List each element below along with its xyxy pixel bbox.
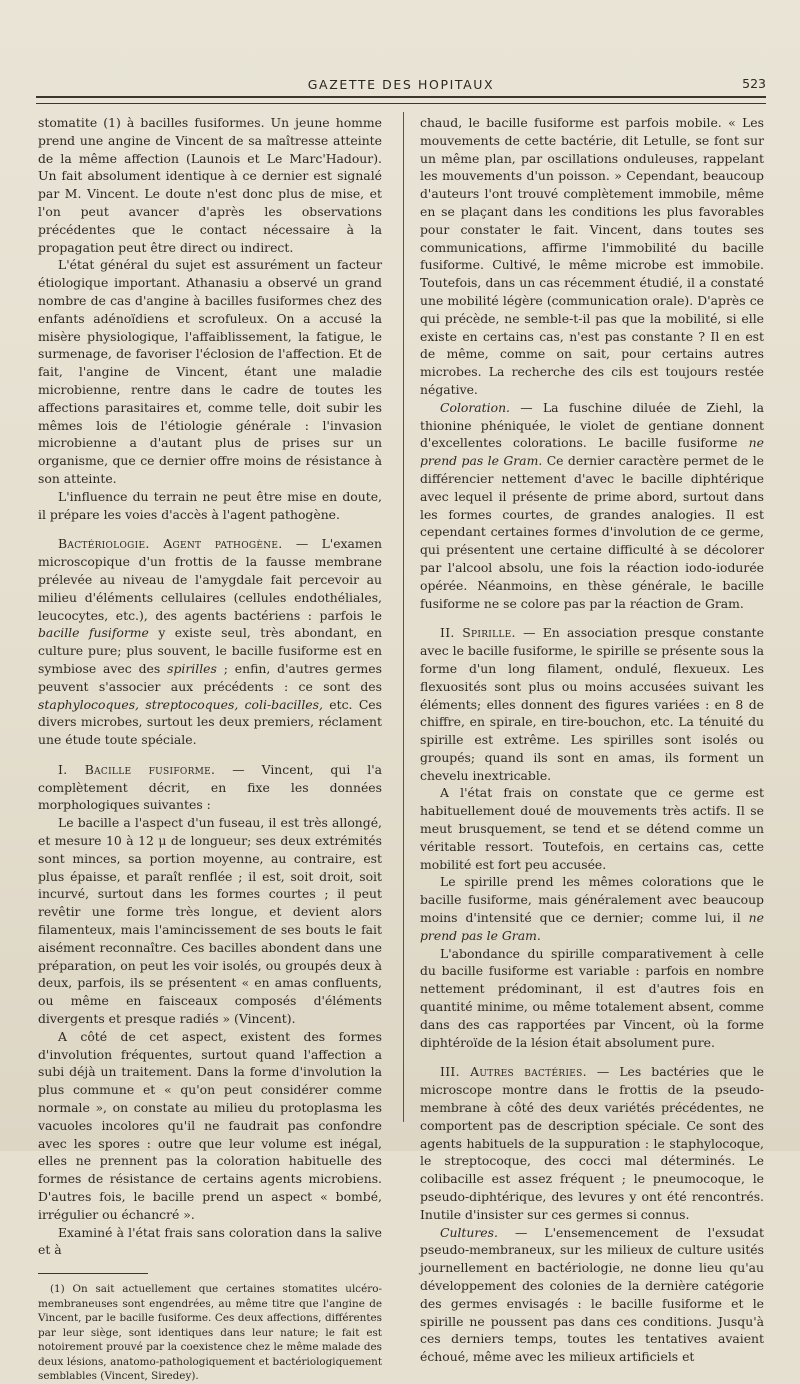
paragraph: stomatite (1) à bacilles fusiformes. Un jeune homme prend une angine de Vincent de sa maîtresse atteinte de la même affection (Launois et Le Marc'Hadour). Un fait absolument identique à ce dernier est signalé par M. Vincent. Le doute n'est donc plus de mise, et l'on peut avancer d'après les observations précédentes que le contact nécessaire à la propagation peut être direct ou indirect.	[38, 115, 382, 255]
paragraph-cultures	[420, 1224, 764, 1366]
paragraph: L'influence du terrain ne peut être mise en doute, il prépare les voies d'accès à l'agent pathogène.	[38, 488, 382, 522]
paragraph: Examiné à l'état frais sans coloration dans la salive et à	[38, 1224, 382, 1258]
section-heading: Bactériologie. Agent pathogène.	[58, 536, 283, 552]
section-heading: I. Bacille fusiforme.	[58, 761, 216, 777]
text-run: — En association presque constante avec le bacille fusiforme, le spirille se présente sous la forme d'un long filament, ondulé, flexueux. Les flexuosités sont plus ou moins accusées suivant les éléments; elles donnent des figures variées : en 8 de chiffre, en spirale, en tire-bouchon, etc. La ténuité du spirille est extrême. Les spirilles sont isolés ou groupés; quand ils sont en amas, ils forment un chevelu inextricable.	[420, 625, 764, 783]
paragraph: chaud, le bacille fusiforme est parfois mobile. « Les mouvements de cette bactérie, dit Letulle, se font sur un même plan, par oscillations onduleuses, rappelant les mouvements d'un poisson. » Cependant, beaucoup d'auteurs l'ont trouvé complètement immobile, même en se plaçant dans les conditions les plus favorables pour constater le fait. Vincent, dans toutes ses communications, affirme l'immobilité du bacille fusiforme. Cultivé, le même microbe est immobile. Toutefois, dans un cas récemment étudié, il a constaté une mobilité légère (communication orale). D'après ce qui précède, ne semble-t-il pas que la mobilité, si elle existe en certains cas, n'est pas constante ? Il en est de même, comme on sait, pour certains autres microbes. La recherche des cils est toujours restée négative.	[420, 115, 764, 397]
text-run: ; enfin, d'autres germes peuvent s'associer aux précédents : ce sont des	[38, 660, 382, 694]
paragraph: A côté de cet aspect, existent des formes d'involution fréquentes, surtout quand l'affection a subi déjà un traitement. Dans la forme d'involution la plus commune et « qu'on peut considérer comme normale », on constate au milieu du protoplasma les vacuoles incolores qu'il ne faudrait pas confondre avec les spores : outre que leur volume est inégal, elles ne prennent pas la coloration habituelle des formes de résistance de certains agents microbiens. D'autres fois, le bacille prend un aspect « bombé, irrégulier ou échancré ».	[38, 1028, 382, 1222]
text-run: — Vincent, qui l'a complètement décrit, en fixe les données morphologiques suivantes :	[38, 761, 382, 813]
footnote-text: (1) On sait actuellement que certaines stomatites ulcéro-membraneuses sont engendrées, au même titre que l'angine de Vincent, par le bacille fusiforme. Ces deux affections, différentes par leur siège, sont identiques dans leur nature; le fait est notoirement prouvé par la coexistence chez le même malade des deux lésions, anatomo-pathologiquement et bactériologiquement semblables (Vincent, Siredey).	[38, 1283, 382, 1383]
italic-run: spirilles	[167, 660, 217, 676]
text-run: — L'examen microscopique d'un frottis de la fausse membrane prélevée au niveau de l'amygdale fait percevoir au milieu d'éléments cellulaires (cellules endothéliales, leucocytes, etc.), des agents bactériens : parfois le	[38, 536, 382, 623]
paragraph: L'état général du sujet est assurément un facteur étiologique important. Athanasiu a observé un grand nombre de cas d'angine à bacilles fusiformes chez des enfants adénoïdiens et scrofuleux. On a accusé la misère physiologique, l'affaiblissement, la fatigue, le surmenage, de favoriser l'éclosion de l'affection. Et de fait, l'angine de Vincent, étant une maladie microbienne, rentre dans le cadre de toutes les affections parasitaires et, comme telle, doit subir les mêmes lois de l'étiologie générale : l'invasion microbienne a d'autant plus de prises sur un organisme, que ce dernier offre moins de résistance à son atteinte.	[38, 257, 382, 486]
text-run: Ce dernier caractère permet de le différencier nettement d'avec le bacille diphtérique avec lequel il présente de prime abord, surtout dans les formes courtes, de grandes analogies. Il est cependant certaines formes d'involution de ce germe, qui présentent une certaine difficulté à se décolorer par l'alcool absolu, une fois la réaction iodo-iodurée opérée. Néanmoins, en thèse générale, le bacille fusiforme ne se colore pas par la réaction de Gram.	[420, 453, 764, 611]
right-column	[420, 114, 764, 1365]
italic-run: ne prend pas le Gram.	[420, 435, 764, 469]
page-number: 523	[742, 76, 766, 91]
italic-run: staphylocoques, streptocoques, coli-bacilles,	[38, 696, 323, 712]
header-rule	[36, 96, 766, 104]
journal-title: GAZETTE DES HOPITAUX	[307, 77, 495, 92]
paragraph-spirille	[420, 624, 764, 784]
page-header	[36, 74, 766, 94]
paragraph	[420, 873, 764, 944]
paragraph-bacille-fusiforme	[38, 761, 382, 814]
italic-run: ne prend pas le Gram.	[420, 910, 764, 943]
paragraph: A l'état frais on constate que ce germe est habituellement doué de mouvements très actifs. Il se meut brusquement, se tend et se détend comme un véritable ressort. Toutefois, en certains cas, cette mobilité est fort peu accusée.	[420, 785, 764, 872]
column-divider	[403, 112, 404, 1122]
text-run: etc. Ces divers microbes, surtout les deux premiers, réclament une étude toute spéciale.	[38, 696, 382, 748]
left-column	[38, 114, 382, 1383]
section-heading: II. Spirille.	[440, 625, 516, 641]
section-heading: Coloration.	[440, 399, 510, 415]
text-run: Le spirille prend les mêmes colorations que le bacille fusiforme, mais généralement avec beaucoup moins d'intensité que ce dernier; comme lui, il	[420, 874, 764, 926]
section-heading: Cultures.	[440, 1224, 498, 1240]
text-run: — La fuschine diluée de Ziehl, la thionine phéniquée, le violet de gentiane donnent d'excellentes colorations. Le bacille fusiforme	[420, 399, 764, 451]
text-run: y existe seul, très abondant, en culture pure; plus souvent, le bacille fusiforme est en symbiose avec des	[38, 625, 382, 676]
paragraph-coloration	[420, 399, 764, 613]
footnote-rule	[38, 1273, 148, 1274]
paragraph: Le bacille a l'aspect d'un fuseau, il est très allongé, et mesure 10 à 12 μ de longueur; ses deux extrémités sont minces, sa portion moyenne, au contraire, est plus épaisse, et paraît renflée ; il est, soit droit, soit incurvé, surtout dans les formes courtes ; il peut revêtir une forme très longue, et devient alors filamenteux, mais l'amincissement de ses bouts le fait aisément reconnaître. Ces bacilles abondent dans une préparation, on peut les voir isolés, ou groupés deux à deux, parfois, ils se présentent « en amas confluents, ou même en faisceaux composés d'éléments divergents et presque radiés » (Vincent).	[38, 815, 382, 1027]
text-run: — L'ensemencement de l'exsudat pseudo-membraneux, sur les milieux de culture usités journellement en bactériologie, ne donne lieu qu'au développement des colonies de la dernière catégorie des germes envisagés : le bacille fusiforme et le spirille ne poussent pas dans ces conditions. Jusqu'à ces derniers temps, toutes les tentatives avaient échoué, même avec les milieux artificiels et	[420, 1224, 764, 1365]
paragraph-autres-bacteries	[420, 1063, 764, 1223]
section-heading: III. Autres bactéries.	[440, 1064, 587, 1080]
footnote	[38, 1282, 382, 1384]
italic-run: bacille fusiforme	[38, 625, 149, 641]
paragraph: L'abondance du spirille comparativement à celle du bacille fusiforme est variable : parfois en nombre nettement prédominant, il est d'autres fois en quantité minime, ou même totalement absent, comme dans des cas rapportées par Vincent, où la forme diphtéroïde de la lésion était absolument pure.	[420, 945, 764, 1050]
text-run: — Les bactéries que le microscope montre dans le frottis de la pseudo-membrane à côté des deux variétés précédentes, ne comportent pas de description spéciale. Ce sont des agents habituels de la suppuration : le staphylocoque, le streptocoque, des cocci mal déterminés. Le colibacille est assez fréquent ; le pneumocoque, le pseudo-diphtérique, des levures y ont été rencontrés. Inutile d'insister sur ces germes si connus.	[420, 1064, 764, 1222]
paragraph-bacteriologie	[38, 535, 382, 749]
